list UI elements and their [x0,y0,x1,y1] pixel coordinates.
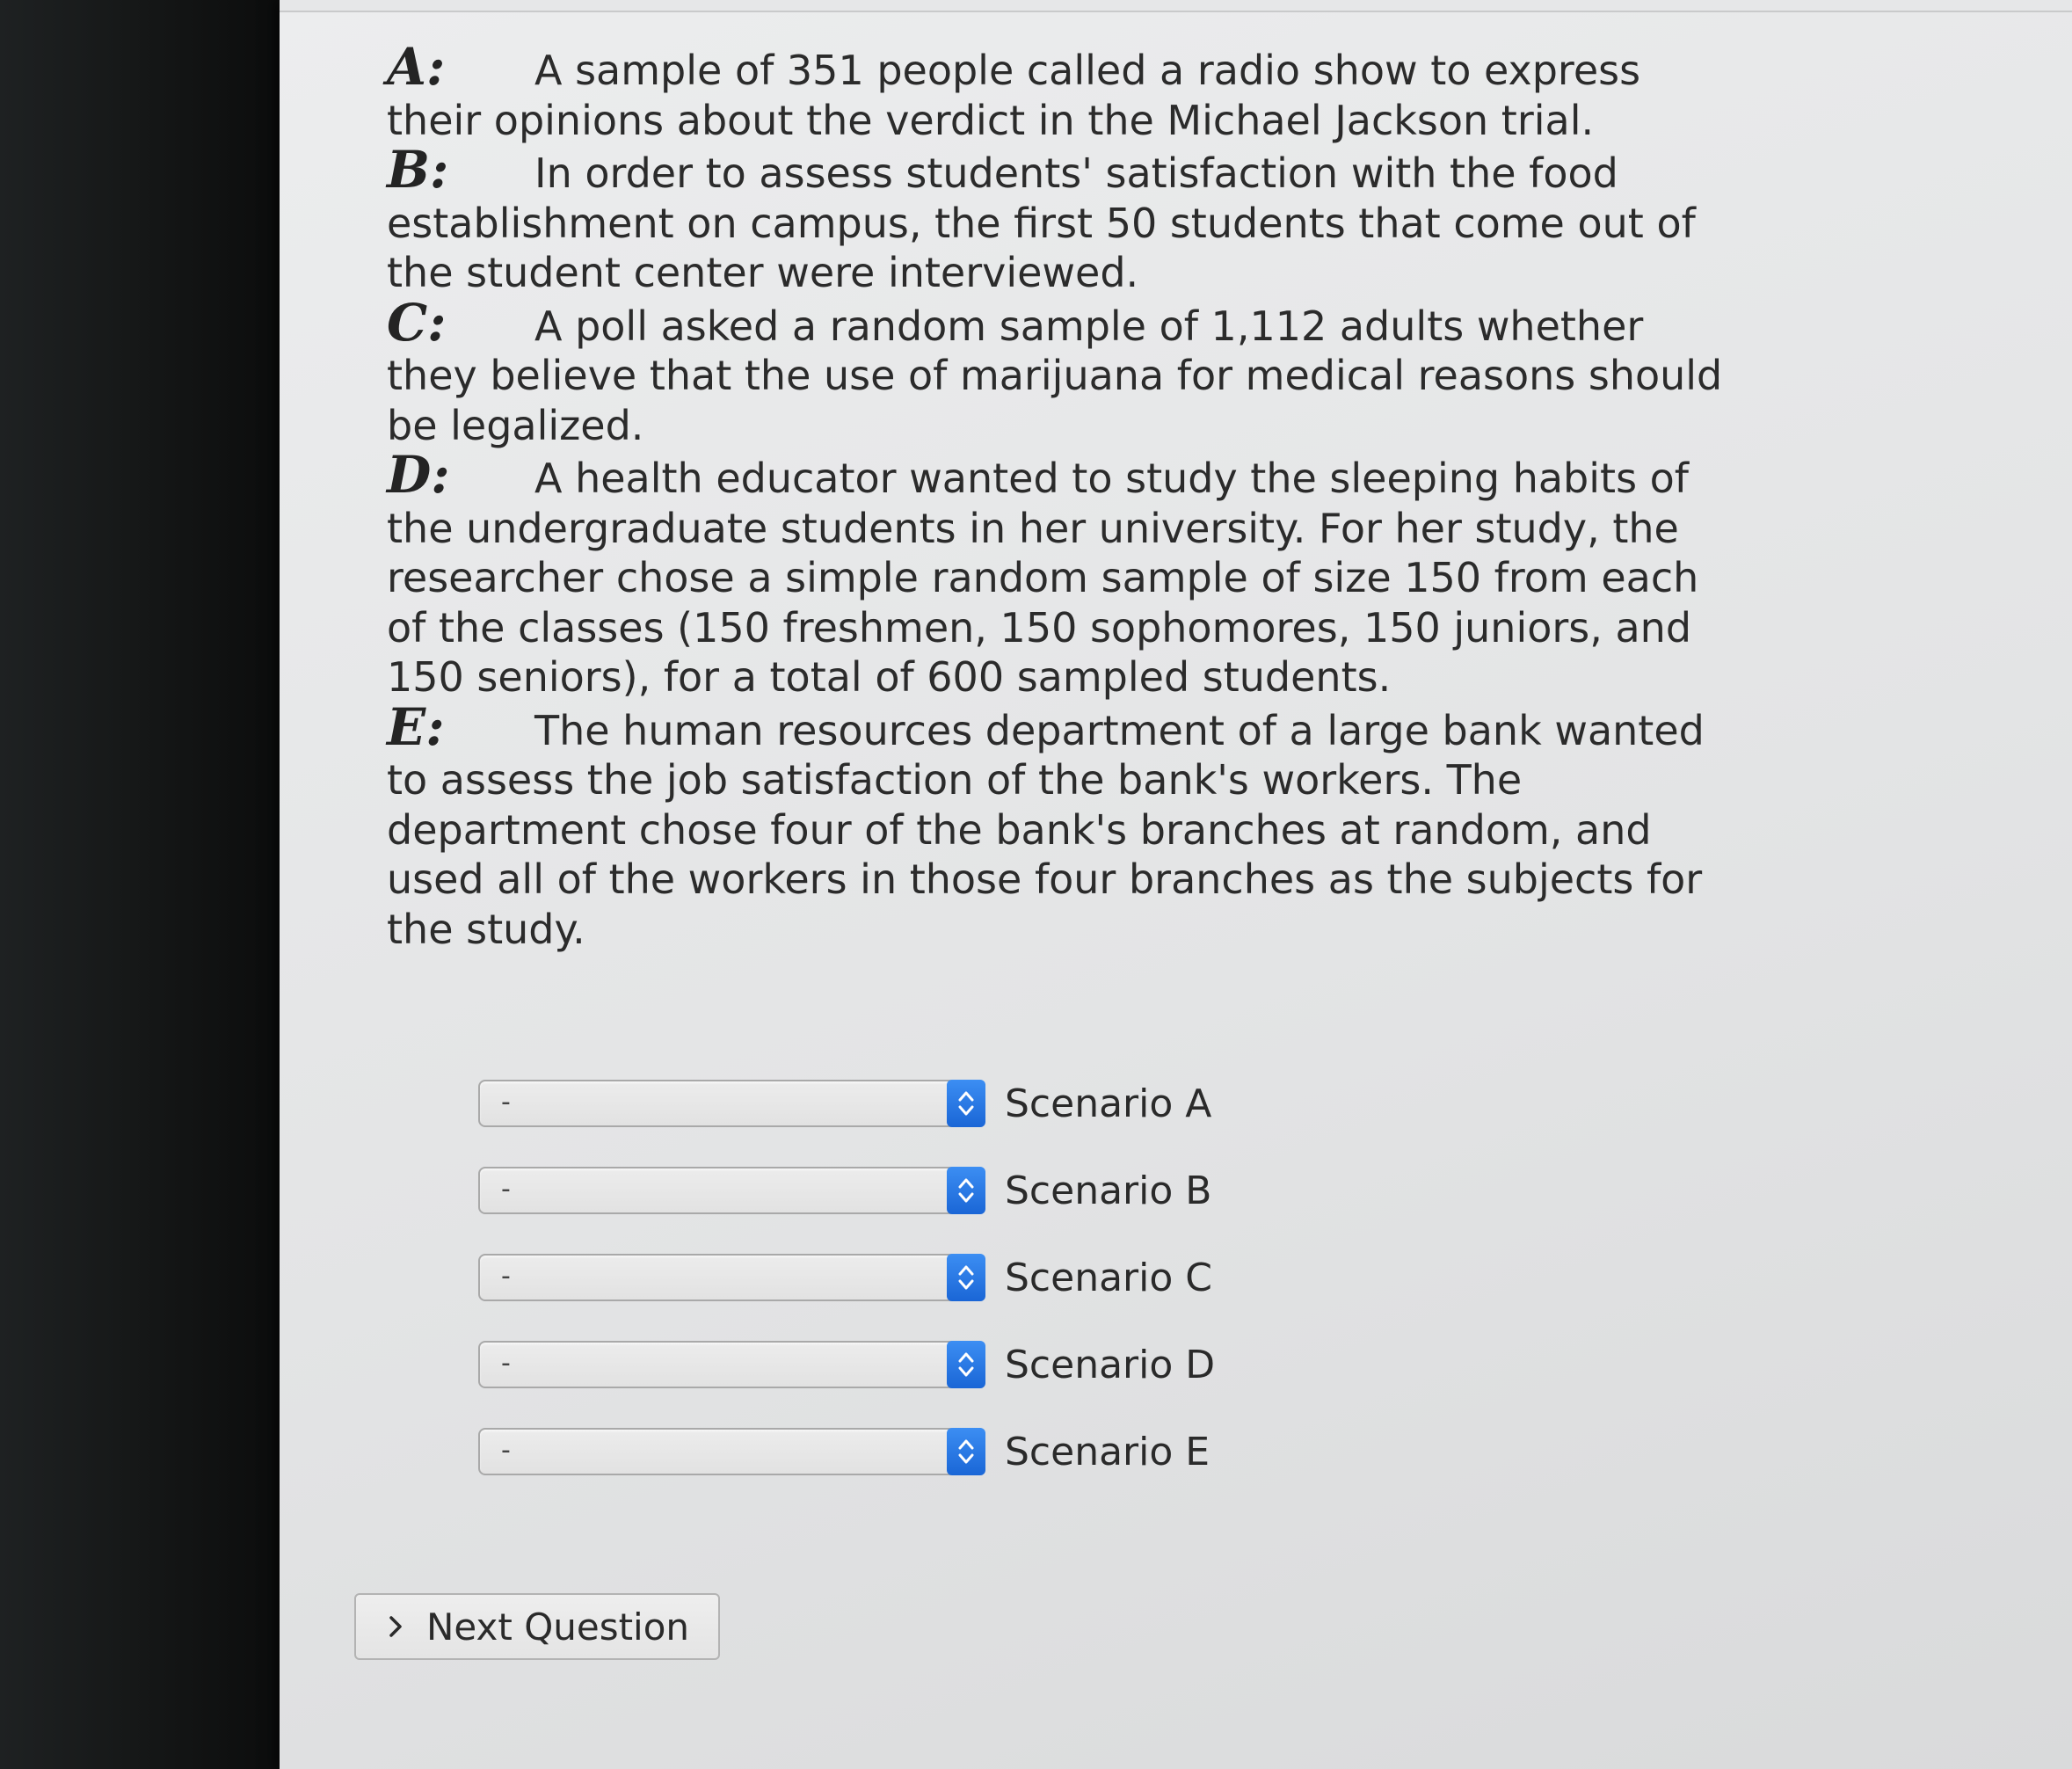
scenario-letter: C: [387,292,447,353]
chevron-right-icon [388,1605,403,1649]
screen [280,0,2072,1769]
select-value: - [501,1087,511,1117]
answer-row-a [478,1074,1269,1132]
scenario-text: In order to assess students' satisfaction with the food establishment on campus, the first 50 students that come out of the student center were interviewed. [387,149,1696,296]
select-value: - [501,1435,511,1466]
scenario-d-select[interactable] [478,1341,985,1388]
answer-label: Scenario A [1005,1081,1212,1126]
scenario-d [387,445,1723,703]
answer-label: Scenario D [1005,1342,1216,1387]
scenario-b-select[interactable] [478,1167,985,1214]
scenario-c-select[interactable] [478,1254,985,1301]
scenario-text: The human resources department of a large bank wanted to assess the job satisfaction of the bank's workers. The department chose four of the bank's branches at random, and used all of the workers in those four branches as the subjects for the study. [387,706,1705,953]
scenario-e-select[interactable] [478,1428,985,1475]
scenario-e [387,696,1723,955]
answer-row-c [478,1248,1269,1307]
answer-row-b [478,1161,1269,1219]
scenario-a [387,37,1723,145]
updown-chevron-icon[interactable] [947,1080,985,1127]
scenario-b [387,140,1723,298]
select-value: - [501,1174,511,1205]
answer-row-e [478,1423,1269,1481]
select-value: - [501,1348,511,1379]
scenario-a-select[interactable] [478,1080,985,1127]
answer-list [478,1074,1269,1510]
scenario-text: A health educator wanted to study the sleeping habits of the undergraduate students in her university. For her study, the researcher chose a simple random sample of size 150 from each of the classes (150 freshmen, 150 sophomores, 150 juniors, and 150 seniors), for a total of 600 sampled students. [387,455,1699,701]
updown-chevron-icon[interactable] [947,1254,985,1301]
next-question-button[interactable] [354,1593,720,1660]
question-text [387,37,1723,954]
scenario-letter: A: [387,37,446,97]
updown-chevron-icon[interactable] [947,1167,985,1214]
next-question-label: Next Question [426,1605,690,1649]
updown-chevron-icon[interactable] [947,1341,985,1388]
answer-label: Scenario B [1005,1168,1212,1213]
answer-label: Scenario E [1005,1429,1210,1474]
monitor-bezel [0,0,290,1769]
scenario-c [387,292,1723,451]
updown-chevron-icon[interactable] [947,1428,985,1475]
scenario-letter: B: [387,140,449,200]
scenario-letter: E: [387,696,445,757]
answer-row-d [478,1336,1269,1394]
answer-label: Scenario C [1005,1255,1212,1300]
scenario-letter: D: [387,445,450,505]
select-value: - [501,1261,511,1292]
scenario-text: A sample of 351 people called a radio show to express their opinions about the verdict in the Michael Jackson trial. [387,47,1641,144]
scenario-text: A poll asked a random sample of 1,112 adults whether they believe that the use of marijuana for medical reasons should be legalized. [387,302,1723,449]
